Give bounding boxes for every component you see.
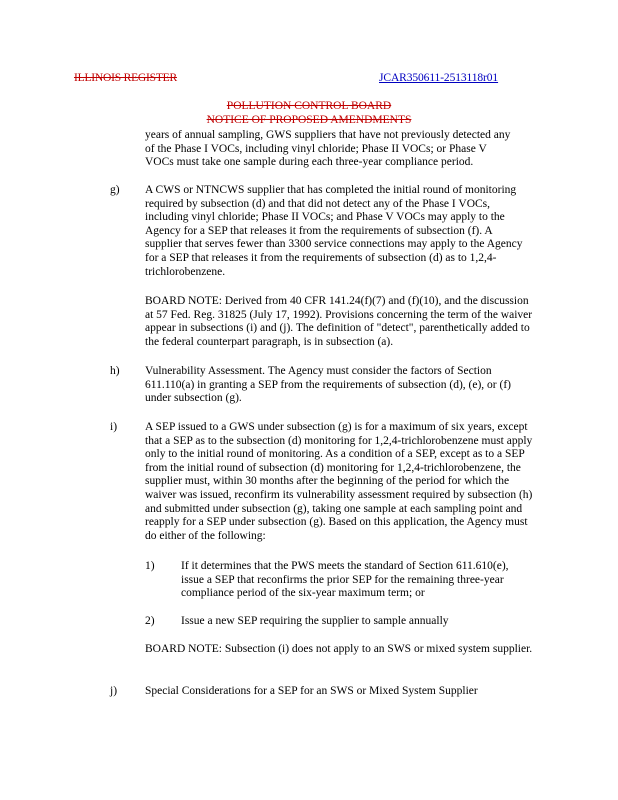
item-1-text: If it determines that the PWS meets the standard of Section 611.610(e), issue a SEP that reconfirms the prior SEP for the remaining three-year compliance period of the six-year maximum term; or — [181, 560, 509, 600]
intro-paragraph: years of annual sampling, GWS suppliers that have not previously detected any of the Phase I VOCs, including vinyl chloride; Phase II VOCs; or Phase V VOCs must take one sample during each three-year compliance period. — [145, 129, 511, 169]
item-2-marker: 2) — [145, 615, 155, 627]
document-id-link[interactable]: JCAR350611-2513118r01 — [379, 72, 499, 84]
subsection-j-text: Special Considerations for a SEP for an SWS or Mixed System Supplier — [145, 685, 478, 697]
board-title: POLLUTION CONTROL BOARD — [226, 100, 392, 112]
subsection-g-text: A CWS or NTNCWS supplier that has completed the initial round of monitoring required by subsection (d) and that did not detect any of the Phase I VOCs, including vinyl chloride; Phase II VOCs; and Phase V VOCs may apply to the Agency for a SEP that releases it from the requirements of subsection (f). A supplier that serves fewer than 3300 service connections may apply to the Agency for a SEP that releases it from the requirements of subsection (d) as to 1,2,4-trichlorobenzene. — [145, 184, 523, 278]
subsection-i-marker: i) — [110, 421, 118, 433]
subsection-h-text: Vulnerability Assessment. The Agency must consider the factors of Section 611.110(a) in granting a SEP from the requirements of subsection (d), (e), or (f) under subsection (g). — [145, 365, 511, 405]
subsection-g-board-note: BOARD NOTE: Derived from 40 CFR 141.24(f)(7) and (f)(10), and the discussion at 57 Fed. Reg. 31825 (July 17, 1992). Provisions concerning the term of the waiver appear in subsections (i) and (j). The definition of "detect", parenthetically added to the federal counterpart paragraph, is in subsection (a). — [145, 295, 533, 348]
subsection-i-text: A SEP issued to a GWS under subsection (g) is for a maximum of six years, except that a SEP as to the subsection (d) monitoring for 1,2,4-trichlorobenzene must apply only to the initial round of monitoring. As a condition of a SEP, except as to a SEP from the initial round of subsection (d) monitoring for 1,2,4-trichlorobenzene, the supplier must, within 30 months after the beginning of the period for which the waiver was issued, reconfirm its vulnerability assessment required by subsection (h) and submitted under subsection (g), taking one sample at each sampling point and reapply for a SEP under subsection (g). Based on this application, the Agency must do either of the following: — [145, 421, 533, 542]
subsection-g-marker: g) — [110, 184, 120, 196]
item-1-marker: 1) — [145, 560, 155, 572]
register-header: ILLINOIS REGISTER — [74, 72, 177, 84]
notice-title: NOTICE OF PROPOSED AMENDMENTS — [206, 114, 412, 126]
subsection-j-marker: j) — [110, 685, 118, 697]
subsection-i-board-note: BOARD NOTE: Subsection (i) does not apply to an SWS or mixed system supplier. — [145, 643, 533, 655]
item-2-text: Issue a new SEP requiring the supplier to sample annually — [181, 615, 449, 627]
subsection-h-marker: h) — [110, 365, 120, 377]
